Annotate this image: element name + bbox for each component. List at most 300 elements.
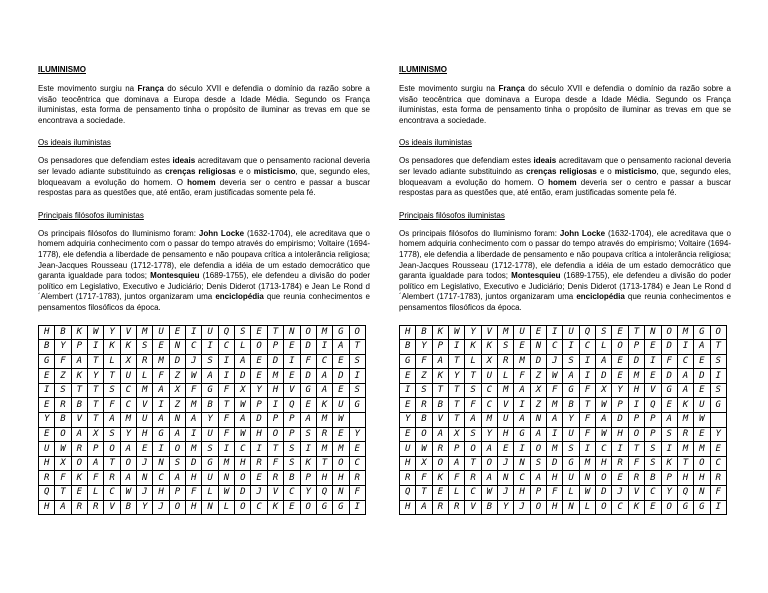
grid-cell: U xyxy=(498,413,514,428)
grid-cell: A xyxy=(432,427,448,442)
grid-cell: Q xyxy=(316,486,332,501)
grid-cell: M xyxy=(333,442,349,457)
grid-cell: X xyxy=(449,427,465,442)
grid-row xyxy=(39,383,366,398)
text-run: Montesquieu xyxy=(511,271,561,281)
grid-cell: J xyxy=(153,500,169,515)
grid-cell: B xyxy=(432,398,448,413)
grid-cell: I xyxy=(218,442,234,457)
text-run: (1689-1755), ele defendeu a divisão do poder político em Legislativo, Executivo e Judiciário; Denis Diderot (1713-1784) e Jean Le Rond d´Alembert (1717-1783), juntos organizaram uma xyxy=(38,271,371,302)
grid-cell: K xyxy=(465,340,481,355)
grid-cell: S xyxy=(710,383,726,398)
doc-title: ILUMINISMO xyxy=(399,65,447,74)
grid-cell: E xyxy=(694,383,710,398)
grid-row xyxy=(39,427,366,442)
grid-cell: E xyxy=(169,325,185,340)
grid-cell: E xyxy=(71,486,87,501)
grid-cell: K xyxy=(267,500,283,515)
grid-cell: C xyxy=(481,398,497,413)
grid-cell: H xyxy=(186,500,202,515)
grid-cell: G xyxy=(677,500,693,515)
grid-cell: S xyxy=(284,456,300,471)
text-run: misticismo xyxy=(253,166,296,176)
grid-cell: E xyxy=(39,398,55,413)
grid-cell: F xyxy=(547,383,563,398)
grid-cell: R xyxy=(628,471,644,486)
grid-cell: L xyxy=(563,486,579,501)
grid-cell: E xyxy=(710,442,726,457)
grid-cell: T xyxy=(267,442,283,457)
grid-cell: V xyxy=(481,325,497,340)
grid-cell: W xyxy=(547,369,563,384)
grid-cell: F xyxy=(267,456,283,471)
grid-cell: R xyxy=(400,471,416,486)
grid-cell: R xyxy=(416,398,432,413)
grid-cell: K xyxy=(661,456,677,471)
grid-cell: E xyxy=(251,325,267,340)
grid-cell: M xyxy=(694,442,710,457)
grid-cell: B xyxy=(645,471,661,486)
grid-cell: U xyxy=(153,325,169,340)
grid-cell: A xyxy=(416,500,432,515)
grid-cell: H xyxy=(316,471,332,486)
grid-cell: E xyxy=(530,325,546,340)
grid-cell: I xyxy=(579,354,595,369)
grid-cell: R xyxy=(267,471,283,486)
grid-cell: T xyxy=(104,456,120,471)
grid-row xyxy=(39,413,366,428)
grid-cell: R xyxy=(432,442,448,457)
grid-cell: T xyxy=(677,456,693,471)
grid-cell: O xyxy=(432,456,448,471)
grid-cell: T xyxy=(628,442,644,457)
grid-cell: R xyxy=(71,500,87,515)
grid-cell: G xyxy=(153,427,169,442)
grid-cell: N xyxy=(202,500,218,515)
grid-cell: C xyxy=(235,442,251,457)
grid-cell: T xyxy=(449,383,465,398)
grid-cell: Q xyxy=(218,325,234,340)
grid-cell: M xyxy=(514,354,530,369)
grid-cell: K xyxy=(628,500,644,515)
grid-cell: I xyxy=(514,442,530,457)
grid-cell: P xyxy=(267,340,283,355)
grid-cell: M xyxy=(498,325,514,340)
grid-cell: V xyxy=(71,413,87,428)
grid-cell: N xyxy=(284,325,300,340)
grid-cell: O xyxy=(530,442,546,457)
grid-cell: C xyxy=(251,500,267,515)
grid-cell: I xyxy=(514,398,530,413)
grid-cell: P xyxy=(300,471,316,486)
grid-cell: B xyxy=(416,413,432,428)
grid-cell: A xyxy=(596,354,612,369)
grid-cell: Y xyxy=(39,413,55,428)
grid-cell: G xyxy=(202,383,218,398)
grid-cell: O xyxy=(300,325,316,340)
grid-cell: D xyxy=(251,413,267,428)
grid-cell: W xyxy=(333,413,349,428)
grid-cell: W xyxy=(186,369,202,384)
grid-cell: F xyxy=(218,383,234,398)
grid-cell: E xyxy=(645,369,661,384)
grid-cell: K xyxy=(104,340,120,355)
grid-cell: A xyxy=(481,442,497,457)
grid-cell: U xyxy=(514,325,530,340)
grid-cell: A xyxy=(104,413,120,428)
grid-cell: U xyxy=(120,369,136,384)
grid-cell: I xyxy=(579,442,595,457)
grid-cell: A xyxy=(596,413,612,428)
grid-cell: N xyxy=(137,471,153,486)
grid-cell: Q xyxy=(677,486,693,501)
grid-cell: F xyxy=(579,427,595,442)
grid-row xyxy=(39,325,366,340)
grid-cell: W xyxy=(579,486,595,501)
grid-cell: W xyxy=(55,442,71,457)
grid-cell: F xyxy=(579,413,595,428)
grid-cell: H xyxy=(251,427,267,442)
grid-cell: R xyxy=(71,442,87,457)
grid-cell: C xyxy=(186,340,202,355)
text-run: John Locke xyxy=(198,228,245,238)
grid-cell: S xyxy=(104,383,120,398)
grid-cell: O xyxy=(612,340,628,355)
grid-cell: B xyxy=(202,398,218,413)
grid-cell: S xyxy=(498,340,514,355)
grid-cell: C xyxy=(120,398,136,413)
grid-cell: A xyxy=(465,413,481,428)
grid-cell: E xyxy=(349,442,365,457)
grid-cell: I xyxy=(284,354,300,369)
grid-cell: K xyxy=(432,471,448,486)
grid-cell: G xyxy=(349,398,365,413)
grid-cell: N xyxy=(169,340,185,355)
grid-cell: X xyxy=(481,354,497,369)
grid-cell: T xyxy=(218,398,234,413)
grid-cell: F xyxy=(55,354,71,369)
grid-cell: E xyxy=(284,500,300,515)
grid-cell: E xyxy=(694,427,710,442)
grid-cell: S xyxy=(202,442,218,457)
grid-cell: Y xyxy=(612,383,628,398)
grid-cell: T xyxy=(88,354,104,369)
grid-cell: S xyxy=(104,427,120,442)
grid-cell: Y xyxy=(465,325,481,340)
grid-cell: W xyxy=(596,398,612,413)
grid-cell: Y xyxy=(710,427,726,442)
grid-cell: X xyxy=(169,383,185,398)
grid-cell: W xyxy=(235,427,251,442)
grid-cell: O xyxy=(596,471,612,486)
grid-cell: K xyxy=(432,369,448,384)
grid-cell: K xyxy=(71,471,87,486)
grid-cell: M xyxy=(481,413,497,428)
grid-cell: C xyxy=(677,354,693,369)
grid-cell: E xyxy=(300,398,316,413)
grid-cell: Y xyxy=(202,413,218,428)
grid-cell: P xyxy=(432,340,448,355)
grid-cell: S xyxy=(710,354,726,369)
grid-cell: E xyxy=(251,369,267,384)
grid-cell: I xyxy=(400,383,416,398)
grid-cell: Y xyxy=(481,427,497,442)
grid-row xyxy=(400,340,727,355)
grid-cell: Z xyxy=(169,398,185,413)
text-run: ideais xyxy=(533,156,557,166)
grid-cell: B xyxy=(71,398,87,413)
grid-cell: M xyxy=(218,456,234,471)
grid-row xyxy=(39,471,366,486)
grid-cell: D xyxy=(300,369,316,384)
grid-cell: A xyxy=(235,354,251,369)
grid-cell: S xyxy=(300,427,316,442)
grid-cell: P xyxy=(251,398,267,413)
grid-cell: Y xyxy=(88,369,104,384)
grid-cell: V xyxy=(645,383,661,398)
grid-cell: I xyxy=(579,369,595,384)
grid-cell: E xyxy=(661,398,677,413)
grid-cell: A xyxy=(514,413,530,428)
grid-cell: I xyxy=(628,398,644,413)
grid-cell: Q xyxy=(645,398,661,413)
grid-cell: A xyxy=(530,427,546,442)
grid-cell: T xyxy=(349,340,365,355)
grid-cell: Y xyxy=(55,340,71,355)
grid-cell: D xyxy=(661,369,677,384)
grid-cell: E xyxy=(514,340,530,355)
grid-cell: I xyxy=(677,340,693,355)
grid-cell: H xyxy=(137,427,153,442)
text-run: acreditavam que o pensamento racional deveria ser levado adiante substituindo as xyxy=(38,156,370,176)
text-run: (1632-1704), ele acreditava que o homem adquiria conhecimento com o passar do tempo através do empirismo; Voltaire (1694-1778), ele defendia a liberdade de pensamento e não poupava crítica a intolerância religiosa; Jean-Jacques Rousseau (1712-1778), ele defendia a idéia de um estado democrático que garanta igualdade para todos; xyxy=(38,228,371,281)
grid-row xyxy=(400,427,727,442)
grid-row xyxy=(400,383,727,398)
grid-cell: T xyxy=(316,456,332,471)
grid-cell: L xyxy=(88,486,104,501)
grid-cell: I xyxy=(251,442,267,457)
grid-cell: H xyxy=(612,427,628,442)
grid-cell: I xyxy=(645,354,661,369)
grid-cell: T xyxy=(465,456,481,471)
text-run: França xyxy=(137,84,164,93)
grid-cell: G xyxy=(694,325,710,340)
grid-cell: T xyxy=(88,413,104,428)
grid-cell: G xyxy=(710,398,726,413)
grid-row xyxy=(400,369,727,384)
text-run: homem xyxy=(548,177,577,187)
grid-cell: W xyxy=(120,486,136,501)
grid-cell: S xyxy=(416,383,432,398)
grid-cell: E xyxy=(400,369,416,384)
grid-cell: S xyxy=(645,442,661,457)
grid-cell: P xyxy=(628,340,644,355)
grid-cell: J xyxy=(186,354,202,369)
grid-row xyxy=(400,471,727,486)
grid-cell: H xyxy=(547,500,563,515)
text-run: deveria ser o centro e passar a buscar respostas para as questões que, até então, eram justificadas somente pela fé. xyxy=(38,177,370,198)
text-run: (1689-1755), ele defendeu a divisão do poder político em Legislativo, Executivo e Judiciário; Denis Diderot (1713-1784) e Jean Le Rond d´Alembert (1717-1783), juntos organizaram uma xyxy=(399,271,732,302)
grid-cell: V xyxy=(284,383,300,398)
grid-cell: O xyxy=(235,500,251,515)
grid-cell: E xyxy=(251,471,267,486)
grid-cell: I xyxy=(153,398,169,413)
grid-cell: O xyxy=(104,442,120,457)
grid-cell: N xyxy=(514,456,530,471)
grid-cell: M xyxy=(677,442,693,457)
grid-cell: Y xyxy=(498,500,514,515)
grid-cell: D xyxy=(628,354,644,369)
grid-cell: M xyxy=(120,413,136,428)
grid-cell: H xyxy=(39,325,55,340)
grid-cell: F xyxy=(55,471,71,486)
grid-cell: T xyxy=(88,383,104,398)
grid-cell: D xyxy=(612,413,628,428)
text-run: Este movimento surgiu na xyxy=(399,84,499,93)
grid-cell: F xyxy=(186,486,202,501)
grid-cell: H xyxy=(400,325,416,340)
grid-cell: T xyxy=(449,413,465,428)
grid-row xyxy=(400,325,727,340)
grid-cell: U xyxy=(481,369,497,384)
grid-cell: G xyxy=(563,456,579,471)
grid-cell: B xyxy=(39,340,55,355)
grid-cell: D xyxy=(235,369,251,384)
text-run: Os principais filósofos do Iluminismo foram: xyxy=(399,228,560,238)
grid-cell: L xyxy=(596,340,612,355)
grid-cell: U xyxy=(202,325,218,340)
grid-cell: A xyxy=(169,471,185,486)
grid-cell: K xyxy=(677,398,693,413)
grid-cell: V xyxy=(628,486,644,501)
grid-row xyxy=(400,456,727,471)
grid-cell: R xyxy=(88,500,104,515)
grid-cell: P xyxy=(612,398,628,413)
grid-cell: U xyxy=(39,442,55,457)
grid-cell: M xyxy=(267,369,283,384)
grid-cell: F xyxy=(349,486,365,501)
grid-cell: R xyxy=(349,471,365,486)
grid-cell: N xyxy=(333,486,349,501)
grid-cell: U xyxy=(202,427,218,442)
grid-cell: N xyxy=(579,471,595,486)
grid-cell: X xyxy=(88,427,104,442)
grid-cell: M xyxy=(628,369,644,384)
grid-cell: S xyxy=(563,442,579,457)
grid-cell: T xyxy=(449,354,465,369)
grid-cell: E xyxy=(645,340,661,355)
grid-cell: T xyxy=(432,383,448,398)
grid-cell: M xyxy=(547,398,563,413)
grid-cell: C xyxy=(465,486,481,501)
grid-cell: Q xyxy=(39,486,55,501)
grid-cell: M xyxy=(186,398,202,413)
grid-cell: A xyxy=(547,413,563,428)
section-ideais-title: Os ideais iluministas xyxy=(38,138,111,148)
grid-cell: M xyxy=(316,442,332,457)
worksheet-right xyxy=(399,64,731,515)
grid-cell: G xyxy=(563,383,579,398)
grid-cell: Z xyxy=(530,369,546,384)
grid-row xyxy=(400,413,727,428)
grid-cell: L xyxy=(465,354,481,369)
grid-row xyxy=(39,369,366,384)
grid-cell: O xyxy=(169,442,185,457)
grid-cell: O xyxy=(235,471,251,486)
grid-cell: F xyxy=(547,486,563,501)
grid-cell: E xyxy=(645,500,661,515)
grid-cell: L xyxy=(202,486,218,501)
grid-cell: T xyxy=(267,325,283,340)
grid-cell: L xyxy=(218,500,234,515)
text-run: que reunia conhecimentos e pensamentos filosóficos da época. xyxy=(38,292,371,312)
grid-cell: C xyxy=(612,500,628,515)
grid-cell: I xyxy=(267,398,283,413)
section-filosofos-paragraph xyxy=(399,229,731,314)
grid-cell: H xyxy=(547,471,563,486)
grid-cell: I xyxy=(449,340,465,355)
grid-row xyxy=(400,442,727,457)
grid-cell: S xyxy=(137,340,153,355)
grid-cell: S xyxy=(645,456,661,471)
grid-cell: I xyxy=(218,354,234,369)
grid-cell: C xyxy=(514,471,530,486)
grid-cell: F xyxy=(514,369,530,384)
grid-cell: M xyxy=(316,413,332,428)
text-run: Os pensadores que defendiam estes xyxy=(399,156,534,166)
grid-cell: G xyxy=(661,383,677,398)
grid-cell: S xyxy=(596,325,612,340)
grid-cell: T xyxy=(628,325,644,340)
grid-cell: U xyxy=(333,398,349,413)
grid-cell: A xyxy=(120,471,136,486)
grid-cell: B xyxy=(120,500,136,515)
grid-cell: D xyxy=(333,369,349,384)
grid-cell: H xyxy=(400,456,416,471)
grid-cell: P xyxy=(530,486,546,501)
grid-cell: U xyxy=(694,398,710,413)
grid-cell: J xyxy=(612,486,628,501)
grid-cell: M xyxy=(153,354,169,369)
grid-cell: H xyxy=(514,486,530,501)
grid-cell: F xyxy=(416,354,432,369)
grid-cell: N xyxy=(530,413,546,428)
grid-cell: C xyxy=(104,486,120,501)
grid-cell: I xyxy=(563,340,579,355)
grid-cell: T xyxy=(55,486,71,501)
grid-cell: C xyxy=(284,486,300,501)
grid-cell: O xyxy=(333,456,349,471)
grid-row xyxy=(400,500,727,515)
grid-cell: X xyxy=(416,456,432,471)
grid-cell: C xyxy=(547,340,563,355)
grid-cell: T xyxy=(71,383,87,398)
grid-cell: D xyxy=(186,456,202,471)
text-run: que reunia conhecimentos e pensamentos filosóficos da época. xyxy=(399,292,732,312)
grid-cell: I xyxy=(300,442,316,457)
grid-cell: O xyxy=(71,456,87,471)
grid-cell: L xyxy=(498,369,514,384)
grid-cell: M xyxy=(316,325,332,340)
grid-cell: Y xyxy=(400,413,416,428)
grid-cell: V xyxy=(137,398,153,413)
grid-cell: A xyxy=(71,354,87,369)
grid-cell: U xyxy=(563,325,579,340)
grid-cell: B xyxy=(481,500,497,515)
grid-cell: M xyxy=(677,413,693,428)
grid-cell: B xyxy=(563,398,579,413)
grid-row xyxy=(39,442,366,457)
